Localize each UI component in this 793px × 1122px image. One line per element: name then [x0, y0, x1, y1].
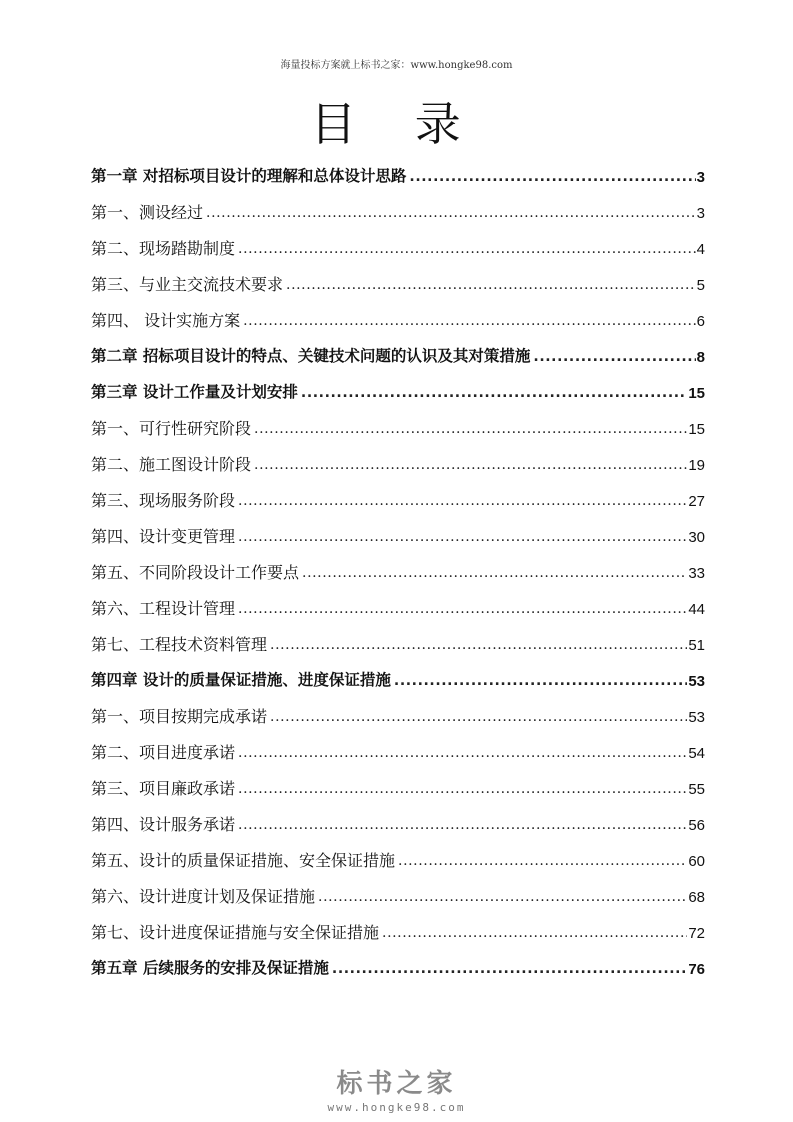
toc-dot-leader — [409, 169, 695, 185]
toc-item-entry[interactable] — [91, 735, 705, 771]
toc-entry-label: 第二章 招标项目设计的特点、关键技术问题的认识及其对策措施 — [91, 347, 531, 366]
toc-entry-page-number: 3 — [696, 204, 705, 222]
toc-dot-leader — [394, 673, 687, 689]
toc-entry-page-number: 15 — [688, 384, 705, 402]
toc-chapter-entry[interactable] — [91, 951, 705, 987]
toc-entry-label: 第七、工程技术资料管理 — [91, 635, 268, 654]
toc-dot-leader — [238, 817, 687, 833]
toc-dot-leader — [238, 781, 687, 797]
toc-entry-label: 第三章 设计工作量及计划安排 — [91, 383, 298, 402]
toc-entry-page-number: 53 — [688, 708, 705, 726]
toc-item-entry[interactable] — [91, 519, 705, 555]
toc-entry-label: 第三、项目廉政承诺 — [91, 779, 236, 798]
toc-entry-label: 第七、设计进度保证措施与安全保证措施 — [91, 923, 380, 942]
toc-entry-label: 第三、现场服务阶段 — [91, 491, 236, 510]
toc-item-entry[interactable] — [91, 447, 705, 483]
toc-entry-page-number: 8 — [696, 348, 705, 366]
toc-dot-leader — [382, 925, 687, 941]
toc-entry-label: 第一、测设经过 — [91, 203, 204, 222]
toc-entry-label: 第四章 设计的质量保证措施、进度保证措施 — [91, 671, 391, 690]
footer-logo — [0, 1063, 793, 1114]
toc-entry-page-number: 44 — [688, 600, 705, 618]
toc-entry-label: 第三、与业主交流技术要求 — [91, 275, 284, 294]
toc-item-entry[interactable] — [91, 555, 705, 591]
toc-dot-leader — [302, 565, 687, 581]
toc-item-entry[interactable] — [91, 627, 705, 663]
toc-dot-leader — [238, 493, 687, 509]
toc-entry-page-number: 76 — [688, 960, 705, 978]
toc-entry-page-number: 5 — [696, 276, 705, 294]
toc-item-entry[interactable] — [91, 843, 705, 879]
toc-entry-label: 第五、设计的质量保证措施、安全保证措施 — [91, 851, 396, 870]
toc-item-entry[interactable] — [91, 807, 705, 843]
toc-entry-page-number: 19 — [688, 456, 705, 474]
toc-entry-label: 第四、设计变更管理 — [91, 527, 236, 546]
toc-item-entry[interactable] — [91, 771, 705, 807]
logo-url: www.hongke98.com — [327, 1101, 466, 1114]
toc-dot-leader — [238, 241, 696, 257]
toc-entry-label: 第一章 对招标项目设计的理解和总体设计思路 — [91, 167, 407, 186]
toc-entry-page-number: 27 — [688, 492, 705, 510]
toc-dot-leader — [318, 889, 687, 905]
header-note: 海量投标方案就上标书之家：www.hongke98.com — [280, 60, 513, 71]
toc-dot-leader — [238, 529, 687, 545]
table-of-contents — [91, 159, 705, 987]
toc-entry-page-number: 68 — [688, 888, 705, 906]
toc-item-entry[interactable] — [91, 483, 705, 519]
toc-item-entry[interactable] — [91, 303, 705, 339]
toc-entry-label: 第六、工程设计管理 — [91, 599, 236, 618]
toc-item-entry[interactable] — [91, 195, 705, 231]
toc-entry-page-number: 33 — [688, 564, 705, 582]
toc-dot-leader — [254, 457, 687, 473]
toc-entry-page-number: 30 — [688, 528, 705, 546]
toc-chapter-entry[interactable] — [91, 339, 705, 375]
toc-dot-leader — [286, 277, 696, 293]
toc-entry-label: 第四、 设计实施方案 — [91, 311, 241, 330]
toc-entry-page-number: 4 — [696, 240, 705, 258]
toc-entry-label: 第六、设计进度计划及保证措施 — [91, 887, 316, 906]
toc-item-entry[interactable] — [91, 699, 705, 735]
toc-entry-page-number: 51 — [688, 636, 705, 654]
toc-item-entry[interactable] — [91, 411, 705, 447]
toc-entry-page-number: 53 — [688, 672, 705, 690]
toc-item-entry[interactable] — [91, 591, 705, 627]
page-title: 目 录 — [310, 97, 483, 151]
toc-entry-page-number: 55 — [688, 780, 705, 798]
toc-dot-leader — [398, 853, 687, 869]
toc-entry-page-number: 15 — [688, 420, 705, 438]
toc-entry-page-number: 6 — [696, 312, 705, 330]
toc-entry-label: 第五、不同阶段设计工作要点 — [91, 563, 300, 582]
toc-dot-leader — [270, 709, 687, 725]
toc-entry-page-number: 3 — [696, 168, 705, 186]
toc-item-entry[interactable] — [91, 879, 705, 915]
toc-entry-page-number: 72 — [688, 924, 705, 942]
toc-item-entry[interactable] — [91, 267, 705, 303]
toc-entry-label: 第二、现场踏勘制度 — [91, 239, 236, 258]
toc-entry-label: 第二、施工图设计阶段 — [91, 455, 252, 474]
toc-entry-label: 第四、设计服务承诺 — [91, 815, 236, 834]
toc-dot-leader — [254, 421, 687, 437]
toc-dot-leader — [238, 745, 687, 761]
toc-entry-label: 第五章 后续服务的安排及保证措施 — [91, 959, 329, 978]
toc-entry-page-number: 56 — [688, 816, 705, 834]
toc-dot-leader — [301, 385, 687, 401]
toc-entry-label: 第二、项目进度承诺 — [91, 743, 236, 762]
toc-entry-page-number: 60 — [688, 852, 705, 870]
logo-mark: 标书之家 — [336, 1069, 457, 1099]
toc-dot-leader — [332, 961, 687, 977]
toc-dot-leader — [243, 313, 696, 329]
toc-dot-leader — [533, 349, 695, 365]
toc-chapter-entry[interactable] — [91, 375, 705, 411]
toc-item-entry[interactable] — [91, 915, 705, 951]
toc-entry-label: 第一、可行性研究阶段 — [91, 419, 252, 438]
toc-dot-leader — [270, 637, 687, 653]
toc-item-entry[interactable] — [91, 231, 705, 267]
toc-entry-label: 第一、项目按期完成承诺 — [91, 707, 268, 726]
toc-dot-leader — [206, 205, 696, 221]
toc-entry-page-number: 54 — [688, 744, 705, 762]
toc-chapter-entry[interactable] — [91, 663, 705, 699]
toc-dot-leader — [238, 601, 687, 617]
toc-chapter-entry[interactable] — [91, 159, 705, 195]
